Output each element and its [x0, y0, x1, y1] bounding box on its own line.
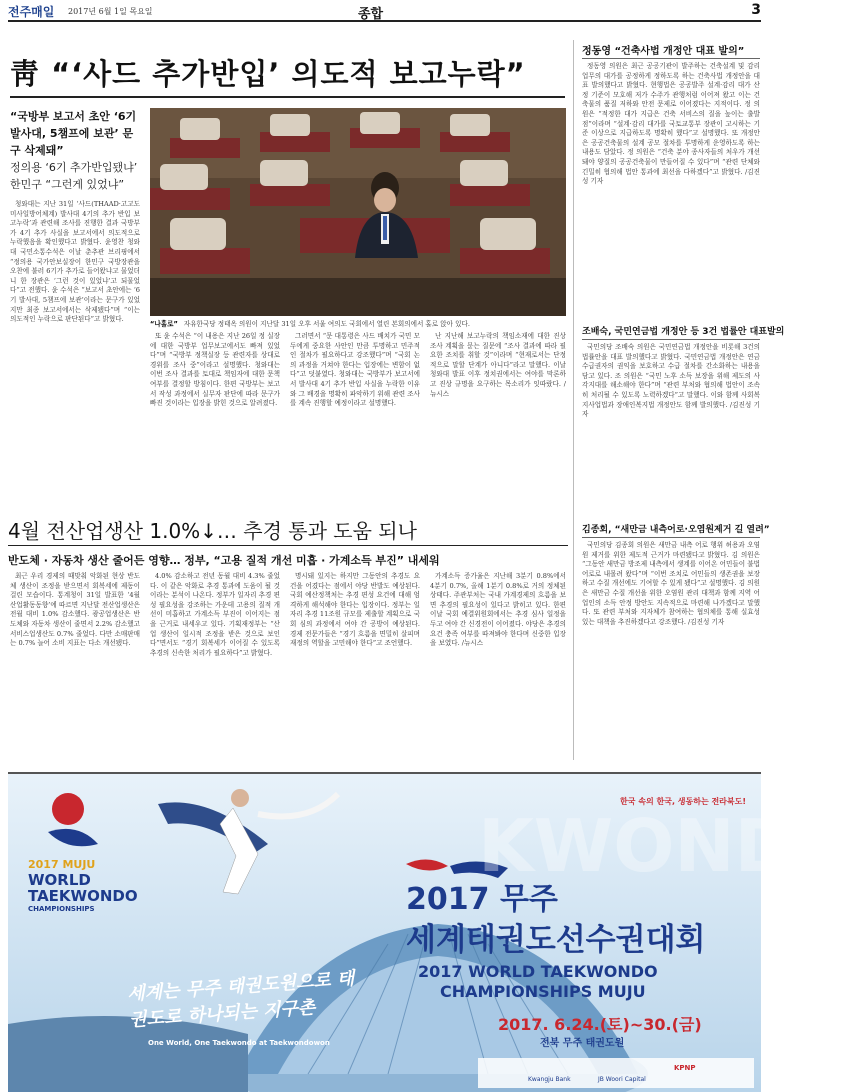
lead-photo — [150, 108, 566, 316]
logo-line-3: TAEKWONDO — [28, 887, 138, 905]
ad-venue: 전북 무주 태권도원 — [540, 1038, 625, 1049]
brief-1-title: 정동영 “건축사법 개정안 대표 발의” — [582, 46, 745, 57]
newspaper-logo: 전주매일 — [8, 5, 55, 19]
lead-body-column-2: 또 윤 수석은 “이 내용은 지난 26일 정 실장에 대한 국방부 업무보고에서도 빠져 있었다”며 “국방부 정책실장 등 관련자를 상대로 경위를 조사 중”이라고 설명했다. 청와대는 이번 조사 결과를 토대로 책임자에 대한 문책 여부를 결정할 방침이다. 한편 국방부는 보고서 작성 과정에서 실무자 판단에 따라 문구가 빠진 것이라는 입장을 밝힌 것으로 알려졌다. — [150, 332, 280, 408]
logo-line-4: CHAMPIONSHIPS — [28, 905, 95, 913]
taekwondo-advertisement — [8, 772, 856, 1090]
brief-3-title: 김종회, “새만금 내측어로·오염원제거 길 열려” — [582, 525, 770, 535]
column-divider — [573, 40, 574, 760]
page-header — [8, 2, 761, 22]
assembly-hall-photo — [150, 108, 566, 316]
lead-body-column-1: 청와대는 지난 31일 ‘사드(THAAD·고고도미사일방어체계) 발사대 4기의 추가 반입 보고누락’과 관련해 조사를 진행한 결과 국방부가 4기 추가 사실을 보고서에서 의도적으로 누락했음을 확인했다고 밝혔다. 윤영찬 청와대 국민소통수석은 이날 춘추관 브리핑에서 “정의용 국가안보실장이 한민구 국방장관을 오찬에 불러 6기가 추가로 들어왔냐고 물었더니 한 장관은 ‘그런 것이 있었냐’고 되물었다”고 전했다. 윤 수석은 “보고서 초안에는 ‘6기 발사대, 5챔프에 보관’이라는 문구가 있었지만 최종 보고서에서는 삭제됐다”며 “이는 의도적인 누락으로 판단된다”고 밝혔다. — [10, 200, 140, 324]
ad-title-year: 2017 무주 — [406, 882, 558, 917]
ad-title-english: 2017 WORLD TAEKWONDO — [418, 962, 658, 981]
ad-slogan: 한국 속의 한국, 생동하는 전라북도! — [620, 797, 747, 806]
ad-title-main: 세계태권도선수권대회 — [406, 922, 706, 958]
page-number: 3 — [751, 2, 761, 18]
economy-body-column-4: 가계소득 증가율은 지난해 3분기 0.8%에서 4분기 0.7%, 올해 1분기 0.8%로 거의 정체된 상태다. 주관부처는 국내 가계경제의 흐름을 보면 추경의 필요성이 있다고 밝히고 있다. 한편 이날 국회 예결위원회에서는 추경 심사 일정을 두고 여야 간 신경전이 이어졌다. 야당은 추경의 요건 충족 여부를 따져봐야 한다며 신중한 입장을 보였다. /뉴시스 — [430, 572, 566, 648]
logo-line-2: WORLD — [28, 871, 91, 889]
photo-caption — [150, 318, 566, 328]
ad-watermark: KWONDO — [478, 804, 856, 888]
caption-label: “나홀로” — [150, 320, 178, 328]
economy-headline: 4월 전산업생산 1.0%↓… 추경 통과 도움 되나 — [8, 519, 417, 543]
logo-line-1: 2017 MUJU — [28, 858, 96, 871]
sponsor-logo: JB Woori Capital — [598, 1076, 646, 1083]
headline-rule — [10, 96, 565, 98]
ad-event-dates: 2017. 6.24.(토)~30.(금) — [498, 1015, 702, 1034]
sponsor-logo: KPNP — [674, 1064, 696, 1072]
ad-title-english-2: CHAMPIONSHIPS MUJU — [440, 982, 646, 1001]
lead-body-column-4: 난 지난해 보고누락의 책임소재에 대한 진상조사 계획을 묻는 질문에 “조사 결과에 따라 필요한 조치를 취할 것”이라며 “현재로서는 단정적으로 말할 단계가 아니다”라고 말했다. 이날 청와대 발표 이후 정치권에서는 여야를 막론하고 진상 규명을 요구하는 목소리가 잇따랐다. /뉴시스 — [430, 332, 566, 398]
brief-2-title: 조배숙, 국민연금법 개정안 등 3건 법률안 대표발의 — [582, 327, 785, 337]
lead-subheadline-1: “국방부 보고서 초안 ‘6기 발사대, 5챔프에 보관’ 문구 삭제돼” — [10, 110, 137, 157]
brief-2-body: 국민의당 조배숙 의원은 국민연금법 개정안을 비롯해 3건의 법률안을 대표 발의했다고 밝혔다. 국민연금법 개정안은 연금 수급권자의 권익을 보호하고 수급 절차를 간소화하는 내용을 담고 있다. 조 의원은 “국민 노후 소득 보장을 위해 제도의 사각지대를 해소해야 한다”며 “관련 부처와 협의해 법안이 조속히 처리될 수 있도록 노력하겠다”고 말했다. 이와 함께 사회복지사업법과 장애인복지법 개정안도 함께 발의했다. /김진성 기자 — [582, 343, 760, 419]
brief-3-body: 국민의당 김종회 의원은 새만금 내측 어로 행위 허용과 오염원 제거를 위한 제도적 근거가 마련됐다고 밝혔다. 김 의원은 “그동안 새만금 방조제 내측에서 생계를 이어온 어민들이 불법 어로로 내몰려 왔다”며 “이번 조치로 어민들의 생존권을 보장하고 수질 개선에도 기여할 수 있게 됐다”고 설명했다. 김 의원은 새만금 수질 개선을 위한 오염원 관리 대책과 함께 지역 어업인의 소득 안정 방안도 지속적으로 마련해 나가겠다고 말했다. 또 관련 부처와 지자체가 참여하는 협의체를 통해 실효성 있는 대책을 추진하겠다고 강조했다. /김진성 기자 — [582, 541, 760, 626]
lead-headline: 靑 “‘사드 추가반입’ 의도적 보고누락” — [10, 57, 526, 91]
issue-date: 2017년 6월 1일 목요일 — [68, 7, 153, 16]
brief-2-rule — [582, 339, 760, 340]
lead-subheadline-2: 정의용 ‘6기 추가반입됐냐’ 한민구 “그런게 있었냐” — [10, 161, 138, 191]
brief-3-rule — [582, 537, 760, 538]
economy-subheadline: 반도체 · 자동차 생산 줄어든 영향… 정부, “고용 질적 개선 미흡 · 가계소득 부진” 내세워 — [8, 554, 440, 567]
brief-1-body: 정동영 의원은 최근 공공기관이 발주하는 건축설계 및 감리업무의 대가를 공정하게 정하도록 하는 건축사법 개정안을 대표 발의했다고 밝혔다. 현행법은 공공발주 설계·감리 대가 산정 기준이 모호해 저가 수주가 관행처럼 이어져 왔고 이는 건축물의 품질 저하와 안전 문제로 이어졌다는 지적이다. 정 의원은 “적정한 대가 지급은 건축 서비스의 질을 높이는 출발점”이라며 “설계·감리 대가를 국토교통부 장관이 고시하는 기준 이상으로 지급하도록 명확히 했다”고 설명했다. 또 개정안은 공공건축물의 설계 공모 절차를 투명하게 운영하도록 하는 내용도 담았다. 정 의원은 “건축 분야 종사자들의 처우가 개선돼야 양질의 공공건축물이 만들어질 수 있다”며 “관련 단체와 긴밀히 협의해 법안 통과에 최선을 다하겠다”고 밝혔다. /김진성 기자 — [582, 62, 760, 186]
brief-1-rule — [582, 58, 760, 59]
ad-calligraphy-english: One World, One Taekwondo at Taekwondowon — [148, 1039, 330, 1047]
ad-calligraphy: 세계는 무주 태권도원으로 태권도로 하나되는 지구촌 — [126, 968, 355, 1031]
lead-body-column-3: 그러면서 “문 대통령은 사드 배치가 국민 모두에게 중요한 사안인 만큼 투명하고 민주적인 절차가 필요하다고 강조했다”며 “국회 논의 과정을 거쳐야 한다는 입장에는 변함이 없다”고 덧붙였다. 청와대는 국방부가 보고서에서 발사대 4기 추가 반입 사실을 누락한 이유와 그 배경을 명확히 파악하기 위해 관련 조사를 계속 진행할 예정이라고 설명했다. — [290, 332, 420, 408]
sponsor-logo: Kwangju Bank — [528, 1076, 571, 1083]
caption-text: 자유한국당 정태옥 의원이 지난달 31일 오후 서울 여의도 국회에서 열린 본회의에서 홀로 앉아 있다. — [183, 320, 470, 328]
economy-body-column-2: 4.0% 감소하고 전년 동월 대비 4.3% 줄었다. 이 같은 악화로 추경 통과에 도움이 될 것이라는 분석이 나온다. 정부가 일자리 추경 편성 필요성을 강조하는 가운데 고용의 질적 개선이 미흡하고 가계소득 부진이 이어지는 점을 근거로 내세우고 있다. 기획재정부는 “산업 생산이 일시적 조정을 받은 것으로 보인다”면서도 “경기 회복세가 이어질 수 있도록 추경의 신속한 처리가 필요하다”고 밝혔다. — [150, 572, 280, 657]
economy-body-column-3: 명시돼 있지는 하지만 그동안의 추경도 요건을 어겼다는 점에서 야당 반발도 예상된다. 국회 예산정책처는 추경 편성 요건에 대해 엄격하게 해석해야 한다는 입장이다. 정부는 일자리 추경 11조원 규모를 제출할 계획으로 국회 심의 과정에서 여야 간 공방이 예상된다. 경제 전문가들은 “경기 흐름을 면밀히 살피며 재정의 역할을 고민해야 한다”고 조언했다. — [290, 572, 420, 648]
economy-body-column-1: 최근 우리 경제의 때맞춰 악화된 현상 반도체 생산이 조정을 받으면서 회복세에 제동이 걸린 모습이다. 통계청이 31일 발표한 ‘4월 산업활동동향’에 따르면 지난달 전산업생산은 전월 대비 1.0% 감소했다. 광공업생산은 반도체와 자동차 생산이 줄면서 2.2% 감소했고 서비스업생산도 0.7% 줄었다. 다만 소매판매는 0.7% 늘어 소비 지표는 다소 개선됐다. — [10, 572, 140, 648]
economy-rule — [8, 545, 568, 546]
section-name: 종합 — [358, 7, 384, 22]
